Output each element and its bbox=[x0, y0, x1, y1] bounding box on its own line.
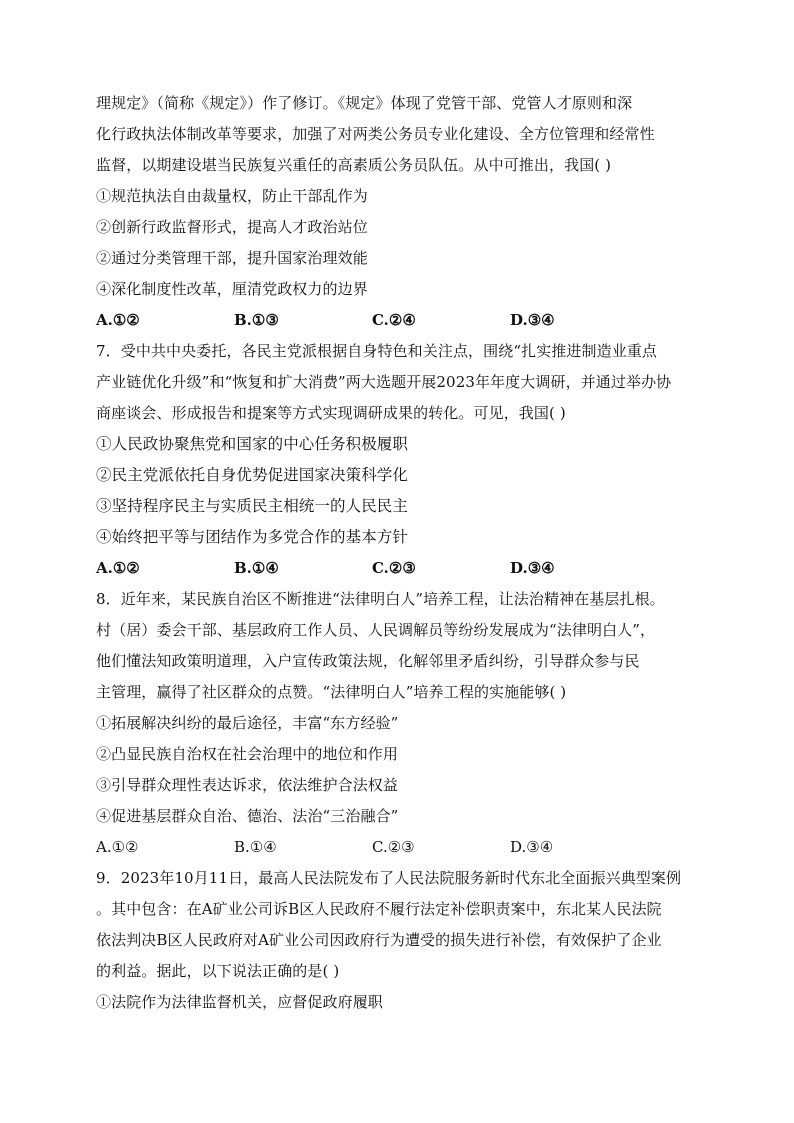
question-stem-line: 监督，以期建设堪当民族复兴重任的高素质公务员队伍。从中可推出，我国( ) bbox=[96, 156, 612, 174]
question-stem-line: 8．近年来，某民族自治区不断推进“法律明白人”培养工程，让法治精神在基层扎根。 bbox=[96, 590, 665, 608]
option-b[interactable]: B.①④ bbox=[234, 559, 279, 577]
option-b[interactable]: B.①④ bbox=[234, 838, 277, 856]
option-a[interactable]: A.①② bbox=[96, 838, 139, 856]
question-stem-line: 商座谈会、形成报告和提案等方式实现调研成果的转化。可见，我国( ) bbox=[96, 404, 566, 422]
statement-1: ①规范执法自由裁量权，防止干部乱作为 bbox=[96, 187, 368, 205]
question-9 bbox=[96, 863, 706, 1018]
question-stem-line: 化行政执法体制改革等要求，加强了对两类公务员专业化建设、全方位管理和经常性 bbox=[96, 125, 655, 143]
option-a[interactable]: A.①② bbox=[96, 559, 140, 577]
statement-3: ②通过分类管理干部，提升国家治理效能 bbox=[96, 249, 368, 267]
statement-3: ③引导群众理性表达诉求，依法维护合法权益 bbox=[96, 776, 399, 794]
statement-2: ②凸显民族自治权在社会治理中的地位和作用 bbox=[96, 745, 399, 763]
statement-3: ③坚持程序民主与实质民主相统一的人民民主 bbox=[96, 497, 409, 515]
question-stem-line: 依法判决B区人民政府对A矿业公司因政府行为遭受的损失进行补偿，有效保护了企业 bbox=[96, 931, 662, 949]
answer-options bbox=[96, 553, 706, 584]
option-b[interactable]: B.①③ bbox=[234, 311, 279, 329]
option-a[interactable]: A.①② bbox=[96, 311, 140, 329]
exam-page bbox=[96, 88, 706, 1018]
question-stem-line: 村（居）委会干部、基层政府工作人员、人民调解员等纷纷发展成为“法律明白人”， bbox=[96, 621, 656, 639]
statement-1: ①法院作为法律监督机关，应督促政府履职 bbox=[96, 993, 383, 1011]
statement-1: ①人民政协聚焦党和国家的中心任务积极履职 bbox=[96, 435, 409, 453]
option-c[interactable]: C.②③ bbox=[372, 838, 415, 856]
statement-1: ①拓展解决纠纷的最后途径，丰富“东方经验” bbox=[96, 714, 399, 732]
question-7 bbox=[96, 336, 706, 584]
question-stem-line: 7．受中共中央委托，各民主党派根据自身特色和关注点，围绕“扎实推进制造业重点 bbox=[96, 342, 658, 360]
answer-options bbox=[96, 832, 706, 863]
question-stem-line: 他们懂法知政策明道理，入户宣传政策法规，化解邻里矛盾纠纷，引导群众参与民 bbox=[96, 652, 640, 670]
statement-4: ④促进基层群众自治、德治、法治“三治融合” bbox=[96, 807, 399, 825]
statement-4: ④深化制度性改革，厘清党政权力的边界 bbox=[96, 280, 368, 298]
answer-options bbox=[96, 305, 706, 336]
question-6 bbox=[96, 88, 706, 336]
statement-4: ④始终把平等与团结作为多党合作的基本方针 bbox=[96, 528, 409, 546]
question-stem-line: 。其中包含：在A矿业公司诉B区人民政府不履行法定补偿职责案中，东北某人民法院 bbox=[96, 900, 662, 918]
question-8 bbox=[96, 584, 706, 863]
question-stem-line: 的利益。据此，以下说法正确的是( ) bbox=[96, 962, 340, 980]
statement-2: ②民主党派依托自身优势促进国家决策科学化 bbox=[96, 466, 409, 484]
question-stem-line: 理规定》（简称《规定》）作了修订。《规定》体现了党管干部、党管人才原则和深 bbox=[96, 94, 633, 112]
statement-2: ②创新行政监督形式，提高人才政治站位 bbox=[96, 218, 368, 236]
option-d[interactable]: D.③④ bbox=[510, 311, 555, 329]
question-stem-line: 9．2023年10月11日，最高人民法院发布了人民法院服务新时代东北全面振兴典型案例 bbox=[96, 869, 682, 887]
option-c[interactable]: C.②③ bbox=[372, 559, 416, 577]
question-stem-line: 产业链优化升级”和“恢复和扩大消费”两大选题开展2023年年度大调研，并通过举办协 bbox=[96, 373, 672, 391]
option-d[interactable]: D.③④ bbox=[510, 559, 555, 577]
question-stem-line: 主管理，赢得了社区群众的点赞。“法律明白人”培养工程的实施能够( ) bbox=[96, 683, 567, 701]
option-c[interactable]: C.②④ bbox=[372, 311, 416, 329]
option-d[interactable]: D.③④ bbox=[510, 838, 554, 856]
